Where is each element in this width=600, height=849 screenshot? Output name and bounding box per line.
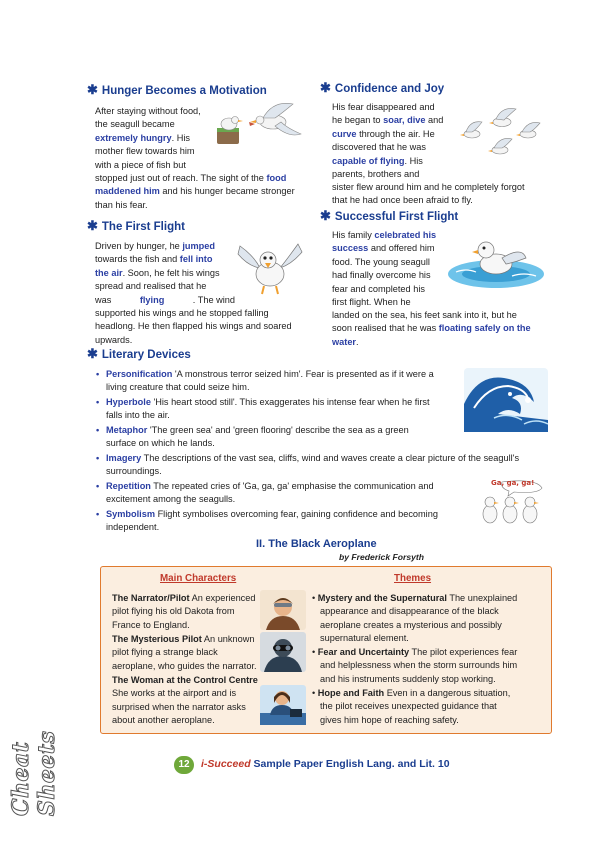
list-item: • Metaphor 'The green sea' and 'green flooring' describe the sea as a green surface on which he lands. — [96, 424, 446, 450]
theme-fear: • Fear and Uncertainty The pilot experiences fear and helplessness when the storm surrounds him and his instruments suddenly stop working. — [312, 647, 518, 684]
section-title-successful-flight: ✱ Successful First Flight — [320, 208, 459, 223]
hunger-text-top: After staying without food, the seagull became extremely hungry. His mother flew towards him with a piece of fish but — [95, 106, 201, 170]
asterisk-icon: ✱ — [87, 82, 98, 97]
list-item: • Symbolism Flight symbolises overcoming fear, gaining confidence and becoming independent. — [96, 508, 466, 534]
flying-seagulls-illustration — [452, 104, 546, 166]
seagull-flying-illustration — [230, 236, 308, 302]
first-flight-text-bottom: supported his wings and he stopped falling headlong. He then flapped his wings and soared upwards. — [95, 308, 292, 345]
asterisk-icon: ✱ — [320, 80, 331, 95]
literary-devices-list — [96, 368, 520, 536]
section-title-hunger: ✱ Hunger Becomes a Motivation — [87, 82, 267, 97]
asterisk-icon: ✱ — [87, 346, 98, 361]
asterisk-icon: ✱ — [320, 208, 331, 223]
theme-mystery: • Mystery and the Supernatural The unexplained appearance and disappearance of the black aeroplane creates a mysterious and possibly supernatural element. — [312, 593, 518, 643]
control-centre-woman-illustration — [260, 685, 306, 725]
character-mysterious-pilot: The Mysterious Pilot An unknown pilot flying a strange black aeroplane, who guides the narrator. — [112, 634, 257, 671]
footer-title: i-Succeed Sample Paper English Lang. and Lit. 10 — [201, 758, 450, 770]
section-title-first-flight: ✱ The First Flight — [87, 218, 185, 233]
speech-bubble-text: Ga, ga, ga! — [491, 479, 535, 487]
confidence-text-bottom: sister flew around him and he completely forgot that he had once been afraid to fly. — [332, 182, 525, 206]
section-title-confidence: ✱ Confidence and Joy — [320, 80, 445, 95]
themes-heading: Themes — [394, 573, 432, 584]
list-item: • Repetition The repeated cries of 'Ga, ga, ga' emphasise the communication and excitement among the seagulls. — [96, 480, 486, 506]
story-author: by Frederick Forsyth — [339, 552, 425, 562]
pilot-portrait-illustration — [260, 590, 306, 630]
theme-hope: • Hope and Faith Even in a dangerous situation, the pilot receives unexpected guidance that gives him hope of reaching safety. — [312, 688, 511, 725]
page-number-badge: 12 — [174, 756, 194, 774]
cheat-sheets-side-label: Cheat Sheets — [8, 730, 60, 816]
hunger-text-bottom: stopped just out of reach. The sight of the food maddened him and his hunger became stronger than his fear. — [95, 173, 295, 210]
list-item: • Imagery The descriptions of the vast sea, cliffs, wind and waves create a clear picture of the seagull's surroundings. — [96, 452, 536, 478]
character-control-woman: The Woman at the Control Centre She works at the airport and is surprised when the narrator asks about another aeroplane. — [112, 675, 258, 725]
character-narrator: The Narrator/Pilot An experienced pilot flying his old Dakota from France to England. — [112, 593, 256, 630]
brand-name: i-Succeed — [201, 758, 251, 770]
story-title: II. The Black Aeroplane — [256, 538, 377, 550]
asterisk-icon: ✱ — [87, 218, 98, 233]
ocean-wave-illustration — [464, 368, 548, 432]
section-title-literary-devices: ✱ Literary Devices — [87, 346, 191, 361]
mysterious-pilot-illustration — [260, 632, 306, 672]
list-item: • Hyperbole 'His heart stood still'. This exaggerates his intense fear when he first falls into the air. — [96, 396, 446, 422]
success-text-top: His family celebrated his success and offered him food. The young seagull had finally overcome his fear and completed his first flight. When he — [332, 230, 437, 308]
main-characters-heading: Main Characters — [160, 573, 237, 584]
list-item: • Personification 'A monstrous terror seized him'. Fear is presented as if it were a living creature that could seize him. — [96, 368, 446, 394]
confidence-text-top: His fear disappeared and he began to soar, dive and curve through the air. He discovered that he was capable of flying. His parents, brothers and — [332, 102, 444, 180]
first-flight-text-top: Driven by hunger, he jumped towards the fish and fell into the air. Soon, he felt his wings spread and realised that he was flying . The wind — [95, 241, 235, 305]
seagull-feeding-illustration — [213, 98, 305, 146]
floating-seagull-illustration — [446, 228, 546, 290]
success-text-bottom: landed on the sea, his feet sank into it, but he soon realised that he was floating safely on the water. — [332, 310, 531, 347]
